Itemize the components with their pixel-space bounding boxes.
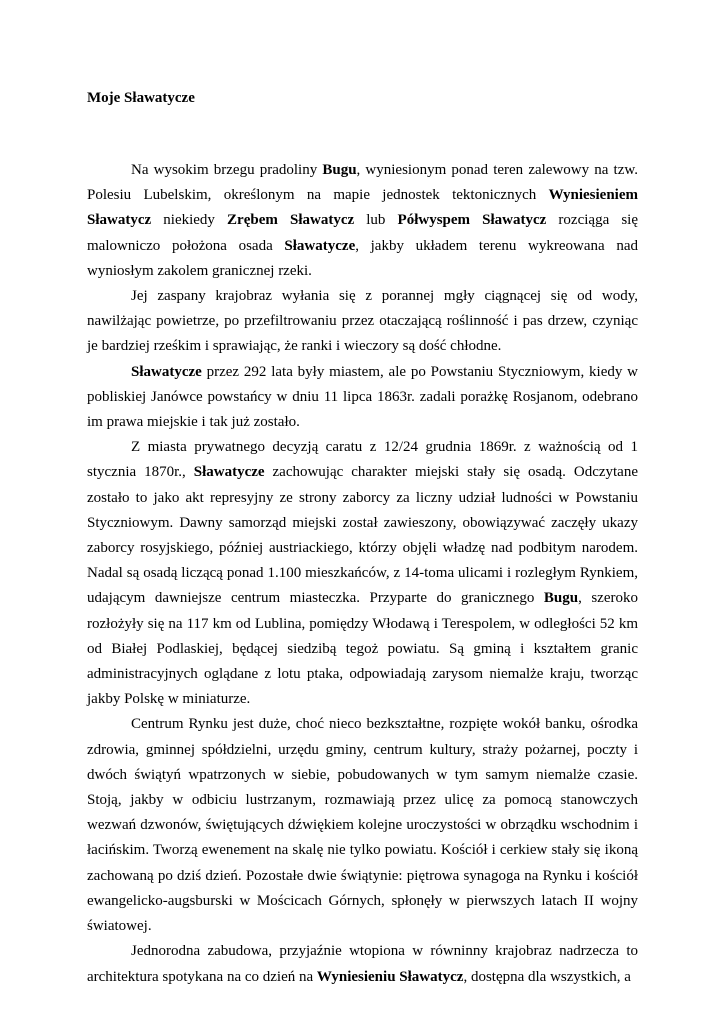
bold-text: Zrębem Sławatycz [227, 212, 355, 229]
bold-text: Bugu [322, 162, 357, 178]
bold-text: Sławatycze [131, 363, 202, 380]
paragraph-2 [87, 284, 638, 360]
text-run: Centrum Rynku jest duże, choć nieco bezkształtne, rozpięte wokół banku, ośrodka zdrowia, gminnej spółdzielni, urzędu gminy, centrum kultury, straży pożarnej, poczty i dwóch świątyń wpatrzonych w siebie, pobudowanych w tym samym niemalże czasie. Stoją, jakby w odbiciu lustrzanym, rozmawiają przez ulicę za pomocą stanowczych wezwań dzwonów, świętujących dźwiękiem kolejne uroczystości w obrządku wschodnim i łacińskim. Tworzą ewenement na skalę nie tylko powiatu. Kościół i cerkiew stały się ikoną zachowaną po dziś dzień. Pozostałe dwie świątynie: piętrowa synagoga na Rynku i kościół ewangelicko-augsburski w Mościcach Górnych, spłonęły w pierwszych latach II wojny światowej. [87, 716, 638, 935]
paragraph-6 [87, 939, 638, 989]
bold-text: Sławatycze [284, 237, 356, 254]
bold-text: Wyniesieniu Sławatycz [316, 968, 464, 985]
text-run: przez 292 lata były miastem, ale po Powstaniu Styczniowym, kiedy w pobliskiej Janówce powstańcy w dniu 11 lipca 1863r. zadali porażkę Rosjanom, odebrano im prawa miejskie i tak już zostało. [87, 363, 638, 431]
document-body [87, 158, 638, 990]
text-run: , wyniesionym ponad teren zalewowy na tzw. Polesiu Lubelskim, określonym na mapie jednostek tektonicznych [87, 162, 638, 204]
bold-text: Bugu [543, 590, 579, 607]
paragraph-5 [87, 712, 638, 939]
text-run: Na wysokim brzegu pradoliny [131, 162, 323, 178]
paragraph-1 [87, 158, 638, 284]
text-run: rozciąga się malowniczo położona osada [87, 212, 638, 254]
document-title: Moje Sławatycze [87, 90, 195, 106]
text-run: , jakby układem terenu wykreowana nad wyniosłym zakolem granicznej rzeki. [87, 237, 639, 279]
bold-text: Wyniesieniem Sławatycz [87, 187, 638, 229]
text-run: lub [354, 212, 398, 229]
text-run: zachowując charakter miejski stały się osadą. Odczytane zostało to jako akt represyjny ze strony zaborcy za liczny udział ludności w Powstaniu Styczniowym. Dawny samorząd miejski został zawieszony, obowiązywać zaczęły ukazy zaborcy rosyjskiego, później austriackiego, którzy objęli władzę nad podbitym narodem. Nadal są osadą liczącą ponad 1.100 mieszkańców, z 14-toma ulicami i rozległym Rynkiem, udającym dawniejsze centrum miasteczka. Przyparte do granicznego [87, 464, 638, 607]
text-run: Z miasta prywatnego decyzją caratu z 12/24 grudnia 1869r. z ważnością od 1 stycznia 1870r., [87, 439, 638, 481]
text-run: Jednorodna zabudowa, przyjaźnie wtopiona w równinny krajobraz nadrzecza to architektura spotykana na co dzień na [87, 943, 638, 985]
text-run: , dostępna dla wszystkich, a [463, 968, 631, 985]
text-run: niekiedy [151, 212, 228, 229]
text-run: , szeroko rozłożyły się na 117 km od Lublina, pomiędzy Włodawą i Terespolem, w odległości 52 km od Białej Podlaskiej, będącej siedzibą tegoż powiatu. Są gminą i kształtem granic administracyjnych oglądane z lotu ptaka, odpowiadają zarysom niemalże kraju, tworząc jakby Polskę w miniaturze. [87, 590, 638, 708]
bold-text: Półwyspem Sławatycz [397, 212, 547, 229]
paragraph-3 [87, 360, 638, 436]
text-run: Jej zaspany krajobraz wyłania się z porannej mgły ciągnącej się od wody, nawilżając powietrze, po przefiltrowaniu przez otaczającą roślinność i pas drzew, czyniąc je bardziej rześkim i sprawiając, że ranki i wieczory są dość chłodne. [87, 288, 638, 355]
bold-text: Sławatycze [193, 464, 265, 481]
paragraph-4 [87, 435, 638, 712]
